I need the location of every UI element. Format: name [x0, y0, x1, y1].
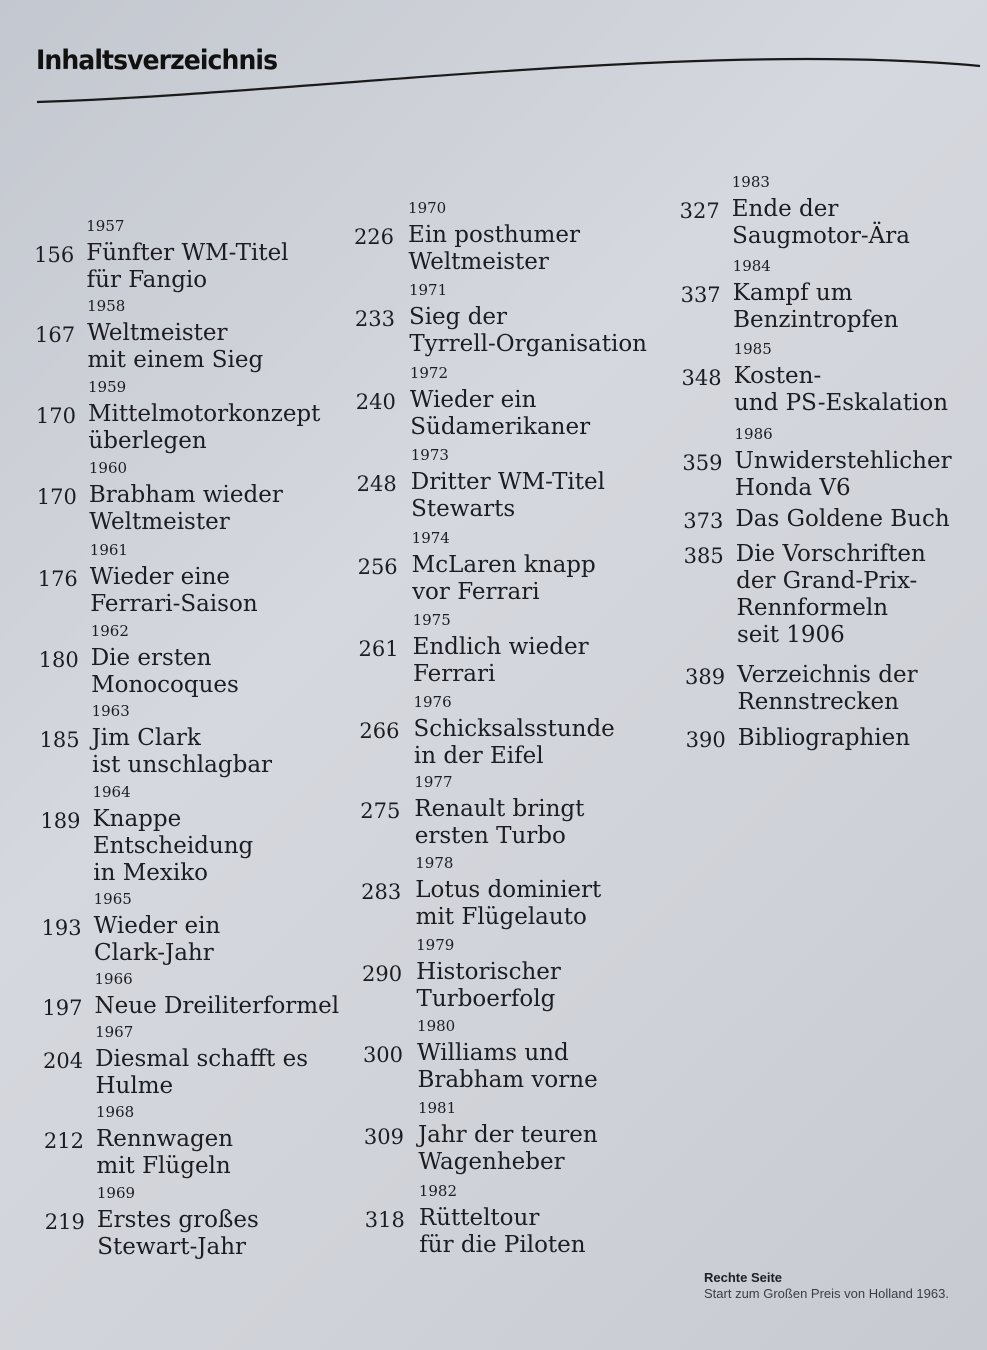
- entry-page-number: 156: [34, 243, 75, 267]
- entry-title-line: Ferrari-Saison: [90, 591, 258, 617]
- entry-page-number: 233: [354, 307, 395, 331]
- entry-page-number: 240: [355, 390, 396, 414]
- entry-title-line: Turboerfolg: [416, 986, 556, 1012]
- entry-year: 1985: [733, 340, 772, 358]
- entry-title-line: Verzeichnis der: [737, 662, 918, 688]
- entry-title-line: Brabham vorne: [417, 1067, 598, 1093]
- entry-page-number: 385: [683, 544, 724, 568]
- entry-title-line: vor Ferrari: [412, 579, 540, 605]
- entry-title-line: Saugmotor-Ära: [732, 223, 910, 249]
- entry-title-line: Weltmeister: [408, 249, 549, 275]
- entry-page-number: 248: [356, 472, 397, 496]
- entry-title-line: Lotus dominiert: [415, 877, 602, 903]
- entry-title-line: Sieg der: [408, 304, 508, 330]
- entry-page-number: 373: [683, 509, 724, 533]
- entry-year: 1969: [96, 1184, 136, 1202]
- entry-title-line: für die Piloten: [419, 1232, 586, 1258]
- entry-year: 1967: [95, 1023, 134, 1041]
- entry-title-line: Clark-Jahr: [94, 940, 214, 966]
- entry-title-line: überlegen: [88, 428, 207, 454]
- entry-year: 1963: [91, 702, 130, 720]
- entry-page-number: 185: [39, 728, 80, 752]
- entry-title-line: Endlich wieder: [412, 634, 589, 660]
- entry-page-number: 219: [44, 1210, 85, 1234]
- entry-page-number: 290: [362, 962, 403, 986]
- entry-title-line: mit Flügeln: [96, 1153, 231, 1179]
- entry-page-number: 309: [363, 1125, 404, 1149]
- entry-page-number: 275: [360, 799, 401, 823]
- entry-page-number: 266: [359, 719, 400, 743]
- entry-title-line: Rütteltour: [418, 1205, 540, 1231]
- entry-title-line: Mittelmotorkonzept: [88, 401, 321, 427]
- entry-page-number: 176: [37, 567, 78, 591]
- entry-year: 1984: [732, 257, 771, 275]
- entry-title-line: Rennstrecken: [737, 689, 899, 715]
- entry-title-line: Fünfter WM-Titel: [86, 240, 289, 266]
- entry-title-line: in der Eifel: [413, 743, 544, 769]
- entry-year: 1962: [90, 622, 129, 640]
- entry-year: 1971: [408, 281, 448, 299]
- entry-year: 1986: [734, 425, 773, 443]
- entry-title-line: Die ersten: [90, 645, 212, 671]
- entry-year: 1964: [92, 783, 131, 801]
- entry-title-line: Südamerikaner: [410, 414, 591, 440]
- entry-title-line: Benzintropfen: [733, 307, 899, 333]
- entry-title-line: Williams und: [417, 1040, 569, 1066]
- entry-title-line: ersten Turbo: [414, 823, 566, 849]
- entry-title-line: Monocoques: [91, 672, 239, 698]
- caption-text: Start zum Großen Preis von Holland 1963.: [704, 1286, 949, 1301]
- entry-title-line: Stewarts: [411, 496, 516, 522]
- entry-year: 1961: [89, 541, 128, 559]
- entry-title-line: in Mexiko: [93, 860, 209, 886]
- entry-title-line: Das Goldene Buch: [735, 506, 950, 532]
- entry-title-line: Rennformeln: [736, 595, 889, 621]
- entry-page-number: 226: [353, 225, 395, 249]
- entry-title-line: Wieder eine: [89, 564, 231, 590]
- entry-year: 1973: [410, 446, 449, 464]
- entry-title-line: mit Flügelauto: [415, 904, 587, 930]
- entry-year: 1972: [409, 364, 449, 382]
- entry-year: 1977: [414, 773, 453, 791]
- entry-title-line: Neue Dreiliterformel: [94, 993, 340, 1019]
- entry-year: 1968: [95, 1103, 135, 1121]
- entry-title-line: Tyrrell-Organisation: [409, 331, 647, 357]
- entry-title-line: Wieder ein: [93, 913, 221, 939]
- entry-title-line: McLaren knapp: [411, 552, 596, 578]
- entry-title-line: Schicksalsstunde: [413, 716, 615, 742]
- entry-year: 1959: [88, 378, 127, 396]
- entry-title-line: und PS-Eskalation: [733, 390, 949, 416]
- entry-title-line: Wagenheber: [418, 1149, 565, 1175]
- entry-page-number: 212: [43, 1129, 84, 1153]
- entry-title-line: Stewart-Jahr: [97, 1234, 247, 1260]
- entry-page-number: 180: [38, 648, 79, 672]
- entry-year: 1957: [86, 217, 125, 235]
- entry-title-line: Ein posthumer: [408, 222, 580, 248]
- entry-title-line: Unwiderstehlicher: [734, 448, 952, 474]
- entry-page-number: 170: [35, 404, 76, 428]
- entry-title-line: Wieder ein: [409, 387, 537, 413]
- entry-year: 1980: [417, 1017, 456, 1035]
- entry-title-line: Jim Clark: [91, 725, 201, 751]
- entry-year: 1974: [411, 529, 450, 547]
- entry-title-line: Rennwagen: [95, 1126, 234, 1152]
- entry-title-line: Die Vorschriften: [735, 541, 926, 567]
- entry-page-number: 318: [364, 1208, 405, 1232]
- entry-title-line: Historischer: [416, 959, 561, 985]
- entry-year: 1976: [413, 693, 452, 711]
- entry-page-number: 170: [36, 485, 77, 509]
- entry-year: 1958: [87, 297, 126, 315]
- entry-page-number: 167: [35, 323, 76, 347]
- entry-title-line: Kosten-: [733, 363, 822, 389]
- entry-page-number: 283: [361, 880, 402, 904]
- entry-page-number: 256: [357, 555, 398, 579]
- entry-page-number: 389: [684, 665, 726, 689]
- entry-title-line: Brabham wieder: [88, 482, 283, 508]
- entry-page-number: 390: [685, 728, 726, 752]
- entry-page-number: 348: [681, 366, 722, 390]
- entry-title-line: Hulme: [95, 1073, 174, 1099]
- entry-page-number: 189: [40, 809, 81, 833]
- page-title: Inhaltsverzeichnis: [36, 45, 278, 76]
- entry-year: 1982: [418, 1182, 458, 1200]
- entry-page-number: 193: [41, 916, 82, 940]
- caption-title: Rechte Seite: [704, 1270, 783, 1285]
- entry-page-number: 359: [682, 451, 723, 475]
- entry-year: 1975: [412, 611, 451, 629]
- entry-title-line: Erstes großes: [96, 1207, 259, 1233]
- entry-year: 1979: [416, 936, 455, 954]
- entry-title-line: Diesmal schafft es: [95, 1046, 309, 1072]
- entry-year: 1965: [93, 890, 132, 908]
- entry-title-line: seit 1906: [736, 622, 845, 648]
- entry-title-line: Bibliographien: [737, 725, 911, 751]
- entry-page-number: 261: [358, 637, 399, 661]
- entry-title-line: mit einem Sieg: [87, 347, 264, 373]
- entry-page-number: 204: [43, 1049, 84, 1073]
- entry-page-number: 197: [42, 996, 83, 1020]
- entry-title-line: Dritter WM-Titel: [410, 469, 605, 495]
- entry-year: 1966: [94, 970, 133, 988]
- entry-title-line: Ferrari: [412, 661, 496, 687]
- entry-title-line: ist unschlagbar: [91, 752, 273, 778]
- entry-title-line: Kampf um: [732, 280, 853, 306]
- entry-title-line: Jahr der teuren: [417, 1122, 598, 1148]
- entry-title-line: Renault bringt: [414, 796, 585, 822]
- entry-title-line: der Grand-Prix-: [736, 568, 918, 594]
- entry-title-line: Knappe: [92, 806, 182, 832]
- entry-title-line: Weltmeister: [89, 509, 230, 535]
- photo-caption: [704, 1270, 949, 1302]
- entry-year: 1970: [408, 199, 447, 217]
- entry-year: 1978: [415, 854, 454, 872]
- title-underline: [0, 0, 987, 120]
- entry-title-line: Weltmeister: [87, 320, 228, 346]
- entry-title-line: Honda V6: [734, 475, 851, 501]
- entry-page-number: 300: [362, 1043, 404, 1067]
- entry-year: 1983: [731, 173, 770, 191]
- entry-title-line: für Fangio: [86, 267, 208, 293]
- entry-page-number: 337: [680, 283, 721, 307]
- entry-year: 1981: [417, 1099, 457, 1117]
- entry-title-line: Ende der: [731, 196, 839, 222]
- entry-title-line: Entscheidung: [92, 833, 254, 859]
- entry-page-number: 327: [679, 199, 720, 223]
- entry-year: 1960: [88, 459, 128, 477]
